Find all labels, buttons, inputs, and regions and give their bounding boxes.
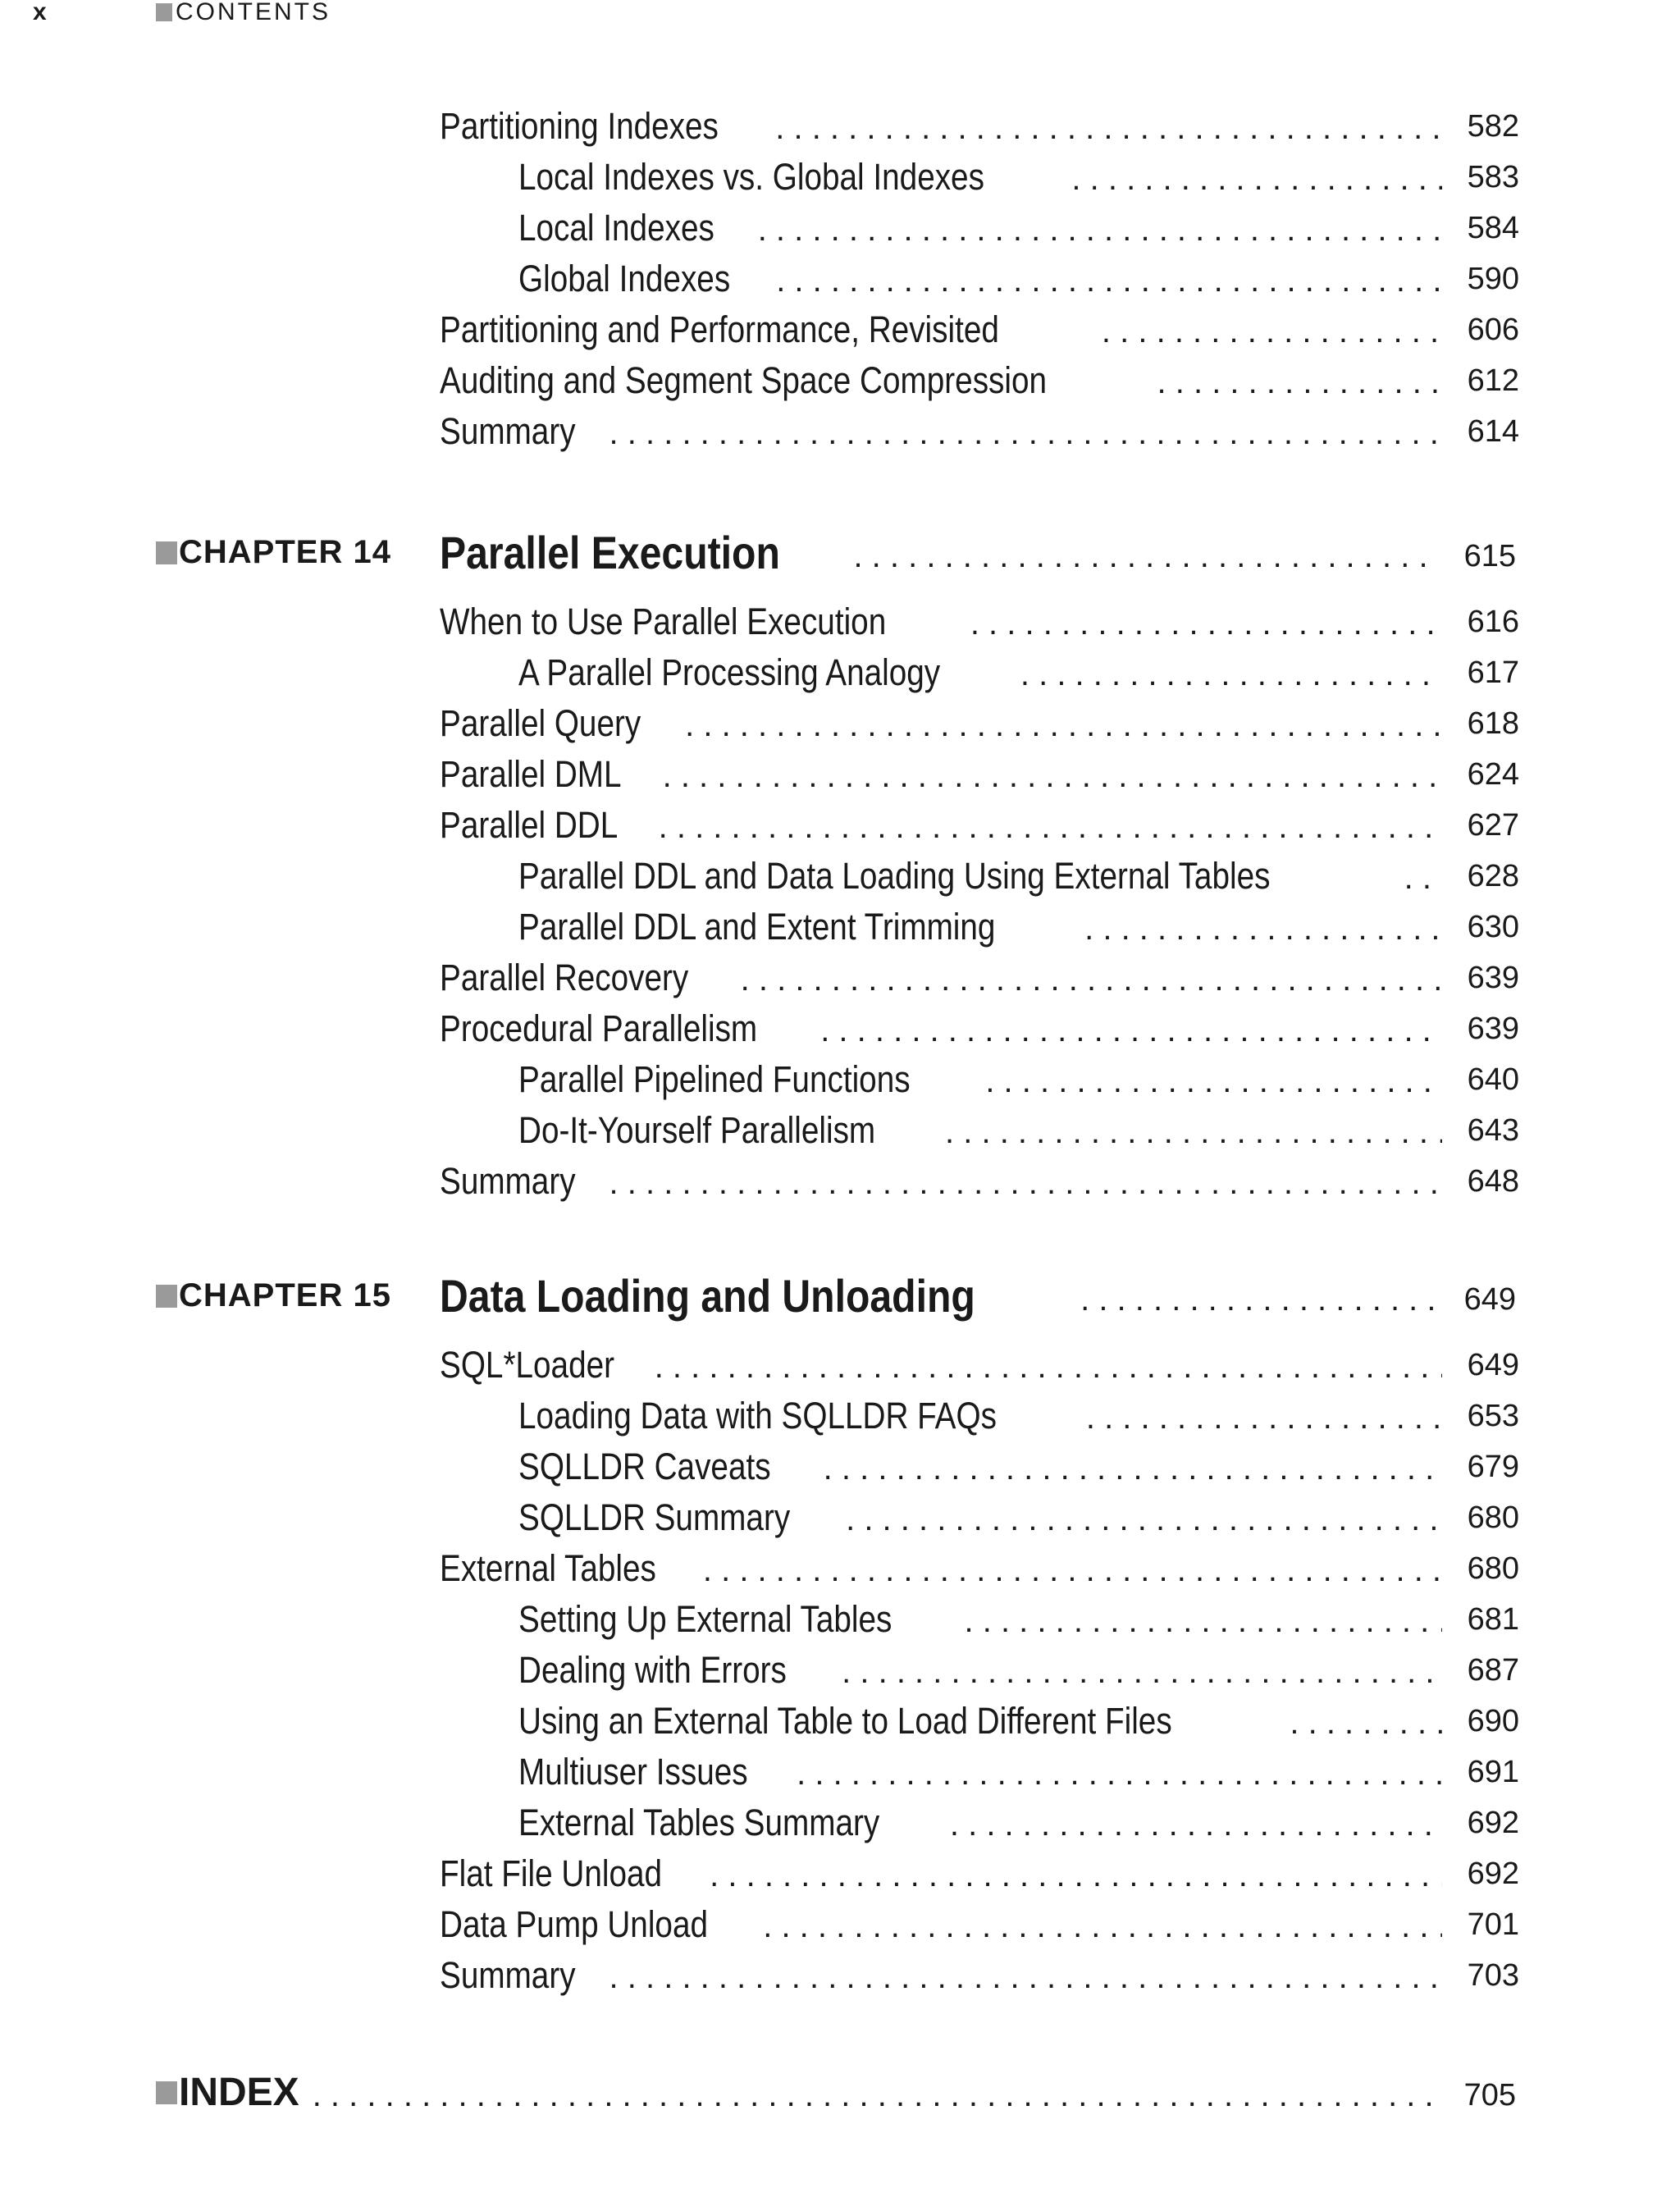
dot-leader [710, 1859, 1442, 1892]
toc-chapter[interactable] [0, 1260, 1680, 1322]
toc-entry[interactable] [0, 950, 1680, 1001]
toc-entry[interactable] [0, 899, 1680, 950]
toc-entry-title: SQLLDR Caveats [518, 1446, 771, 1487]
dot-leader [763, 1910, 1442, 1943]
toc-entry[interactable] [0, 1948, 1680, 1998]
toc-entry-page: 648 [1467, 1164, 1519, 1199]
dot-leader [663, 760, 1442, 792]
toc-entry-title: Setting Up External Tables [518, 1598, 892, 1640]
dot-leader [1404, 861, 1442, 894]
chapter-page: 615 [1463, 539, 1516, 573]
toc-entry-page: 701 [1467, 1907, 1519, 1942]
toc-entry-page: 584 [1467, 211, 1519, 245]
toc-entry[interactable] [0, 1693, 1680, 1744]
dot-leader [950, 1808, 1442, 1841]
toc-entry-title: Parallel Recovery [440, 957, 689, 998]
toc-entry[interactable] [0, 353, 1680, 404]
toc-entry-page: 703 [1467, 1958, 1519, 1993]
running-head-label: CONTENTS [176, 0, 331, 25]
toc-entry-page: 617 [1467, 655, 1519, 690]
toc-entry-page: 679 [1467, 1450, 1519, 1484]
toc-entry-page: 582 [1467, 109, 1519, 144]
dot-leader [842, 1656, 1442, 1688]
toc-entry-page: 691 [1467, 1755, 1519, 1789]
toc-entry-page: 618 [1467, 706, 1519, 741]
dot-leader [1102, 315, 1442, 348]
square-bullet-icon [156, 541, 177, 564]
toc-entry-page: 627 [1467, 808, 1519, 843]
toc-entry-title: Data Pump Unload [440, 1903, 708, 1945]
dot-leader [985, 1065, 1442, 1098]
toc-entry-title: Parallel DDL [440, 804, 619, 846]
toc-entry-title: Global Indexes [518, 258, 731, 299]
toc-entry-page: 692 [1467, 1857, 1519, 1891]
toc-entry-title: Parallel DDL and Data Loading Using External Tables [518, 855, 1271, 897]
toc-entry-page: 628 [1467, 859, 1519, 893]
toc-entry[interactable] [0, 1052, 1680, 1103]
toc-entry-page: 687 [1467, 1653, 1519, 1688]
toc-entry-title: Procedural Parallelism [440, 1007, 758, 1049]
toc-entry[interactable] [0, 747, 1680, 797]
toc-entry-page: 630 [1467, 910, 1519, 944]
toc-entry-title: Parallel Query [440, 702, 641, 744]
toc-entry[interactable] [0, 1541, 1680, 1592]
toc-entry-page: 680 [1467, 1500, 1519, 1535]
dot-leader [758, 213, 1442, 246]
toc-entry[interactable] [0, 696, 1680, 747]
toc-entry-title: Partitioning Indexes [440, 105, 719, 147]
toc-entry-page: 681 [1467, 1602, 1519, 1637]
toc-entry[interactable] [0, 404, 1680, 454]
toc-entry-title: Parallel Pipelined Functions [518, 1058, 911, 1100]
toc-entry-title: Do-It-Yourself Parallelism [518, 1109, 876, 1151]
chapter-title: Data Loading and Unloading [440, 1270, 975, 1322]
toc-entry-page: 606 [1467, 313, 1519, 347]
page-number: x [33, 0, 48, 25]
toc-index[interactable] [0, 2056, 1680, 2118]
chapter-number: CHAPTER 15 [179, 1277, 391, 1313]
square-bullet-icon [156, 1285, 177, 1308]
chapter-page: 649 [1463, 1282, 1516, 1317]
dot-leader [797, 1757, 1442, 1790]
toc-entry-title: Summary [440, 1954, 576, 1996]
toc-entry-title: External Tables [440, 1547, 656, 1589]
dot-leader [685, 709, 1442, 742]
toc-entry[interactable] [0, 1744, 1680, 1795]
index-title: INDEX [179, 2071, 299, 2114]
toc-entry-page: 690 [1467, 1704, 1519, 1738]
toc-entry[interactable] [0, 1592, 1680, 1642]
toc-entry-page: 612 [1467, 363, 1519, 398]
toc-entry-title: SQLLDR Summary [518, 1496, 791, 1538]
toc-entry[interactable] [0, 1337, 1680, 1388]
toc-entry-title: Auditing and Segment Space Compression [440, 359, 1048, 401]
toc-entry[interactable] [0, 1490, 1680, 1541]
dot-leader [609, 1961, 1442, 1994]
chapter-label [156, 1277, 440, 1314]
toc-entry[interactable] [0, 1795, 1680, 1846]
toc-entry-title: Parallel DML [440, 753, 622, 795]
toc-entry-title: Loading Data with SQLLDR FAQs [518, 1395, 997, 1436]
dot-leader [1084, 912, 1442, 945]
toc-entry-page: 653 [1467, 1399, 1519, 1433]
dot-leader [970, 607, 1442, 640]
toc-entry-page: 590 [1467, 262, 1519, 296]
toc-entry-page: 639 [1467, 1012, 1519, 1046]
dot-leader [964, 1605, 1442, 1637]
toc-entry-page: 614 [1467, 414, 1519, 449]
toc-entry[interactable] [0, 1103, 1680, 1153]
dot-leader [313, 2079, 1439, 2112]
chapter-number: CHAPTER 14 [179, 534, 391, 570]
toc-entry[interactable] [0, 1642, 1680, 1693]
toc-entry-title: When to Use Parallel Execution [440, 601, 887, 642]
toc-entry[interactable] [0, 302, 1680, 353]
toc-entry-title: Local Indexes [518, 207, 714, 249]
toc-entry[interactable] [0, 1846, 1680, 1897]
dot-leader [945, 1116, 1442, 1149]
index-label [156, 2070, 313, 2115]
toc-entry-page: 692 [1467, 1806, 1519, 1840]
running-head [156, 0, 331, 25]
index-page: 705 [1463, 2078, 1516, 2112]
toc-entry-title: External Tables Summary [518, 1802, 880, 1843]
toc-entry-title: Local Indexes vs. Global Indexes [518, 156, 984, 198]
toc-entry-title: Summary [440, 1160, 576, 1202]
toc-entry-page: 583 [1467, 160, 1519, 194]
toc-entry-title: Using an External Table to Load Different Files [518, 1700, 1172, 1742]
dot-leader [853, 540, 1439, 573]
chapter-title: Parallel Execution [440, 527, 780, 578]
toc-entry-title: Dealing with Errors [518, 1649, 787, 1691]
toc-entry[interactable] [0, 645, 1680, 696]
toc-entry[interactable] [0, 1897, 1680, 1948]
toc-entry[interactable] [0, 98, 1680, 149]
dot-leader [1020, 658, 1442, 691]
dot-leader [1080, 1283, 1439, 1316]
toc-entry[interactable] [0, 1439, 1680, 1490]
toc-entry-title: Partitioning and Performance, Revisited [440, 308, 999, 350]
dot-leader [609, 417, 1442, 450]
toc-entry[interactable] [0, 251, 1680, 302]
toc-entry[interactable] [0, 797, 1680, 848]
toc-entry-page: 680 [1467, 1551, 1519, 1586]
dot-leader [846, 1503, 1442, 1536]
toc-entry[interactable] [0, 1001, 1680, 1052]
dot-leader [775, 112, 1442, 144]
toc-entry-page: 649 [1467, 1348, 1519, 1382]
page-header [0, 0, 1680, 28]
dot-leader [824, 1452, 1442, 1485]
dot-leader [609, 1167, 1442, 1199]
toc-entry-title: A Parallel Processing Analogy [518, 651, 941, 693]
dot-leader [776, 264, 1442, 297]
dot-leader [703, 1554, 1442, 1587]
toc-chapter[interactable] [0, 517, 1680, 579]
toc-entry-title: SQL*Loader [440, 1344, 615, 1386]
dot-leader [659, 811, 1442, 843]
toc-entry-page: 624 [1467, 757, 1519, 792]
dot-leader [1290, 1706, 1442, 1739]
dot-leader [1157, 366, 1442, 399]
toc-entry[interactable] [0, 149, 1680, 200]
toc-entry-title: Summary [440, 410, 576, 452]
toc-entry-page: 616 [1467, 605, 1519, 639]
toc-entry-title: Parallel DDL and Extent Trimming [518, 906, 996, 948]
toc-entry-page: 639 [1467, 961, 1519, 995]
toc-entry-title: Multiuser Issues [518, 1751, 748, 1793]
dot-leader [1071, 162, 1442, 195]
toc-entry[interactable] [0, 1388, 1680, 1439]
dot-leader [741, 963, 1442, 996]
dot-leader [655, 1350, 1442, 1383]
toc-entry[interactable] [0, 594, 1680, 645]
toc-entry-page: 643 [1467, 1113, 1519, 1148]
toc-entry[interactable] [0, 848, 1680, 899]
toc-entry[interactable] [0, 1153, 1680, 1204]
dot-leader [1086, 1401, 1442, 1434]
dot-leader [820, 1014, 1442, 1047]
toc-entry[interactable] [0, 200, 1680, 251]
toc-entry-title: Flat File Unload [440, 1852, 663, 1894]
square-bullet-icon [156, 3, 172, 21]
chapter-label [156, 534, 440, 571]
square-bullet-icon [156, 2081, 177, 2104]
toc-entry-page: 640 [1467, 1062, 1519, 1097]
